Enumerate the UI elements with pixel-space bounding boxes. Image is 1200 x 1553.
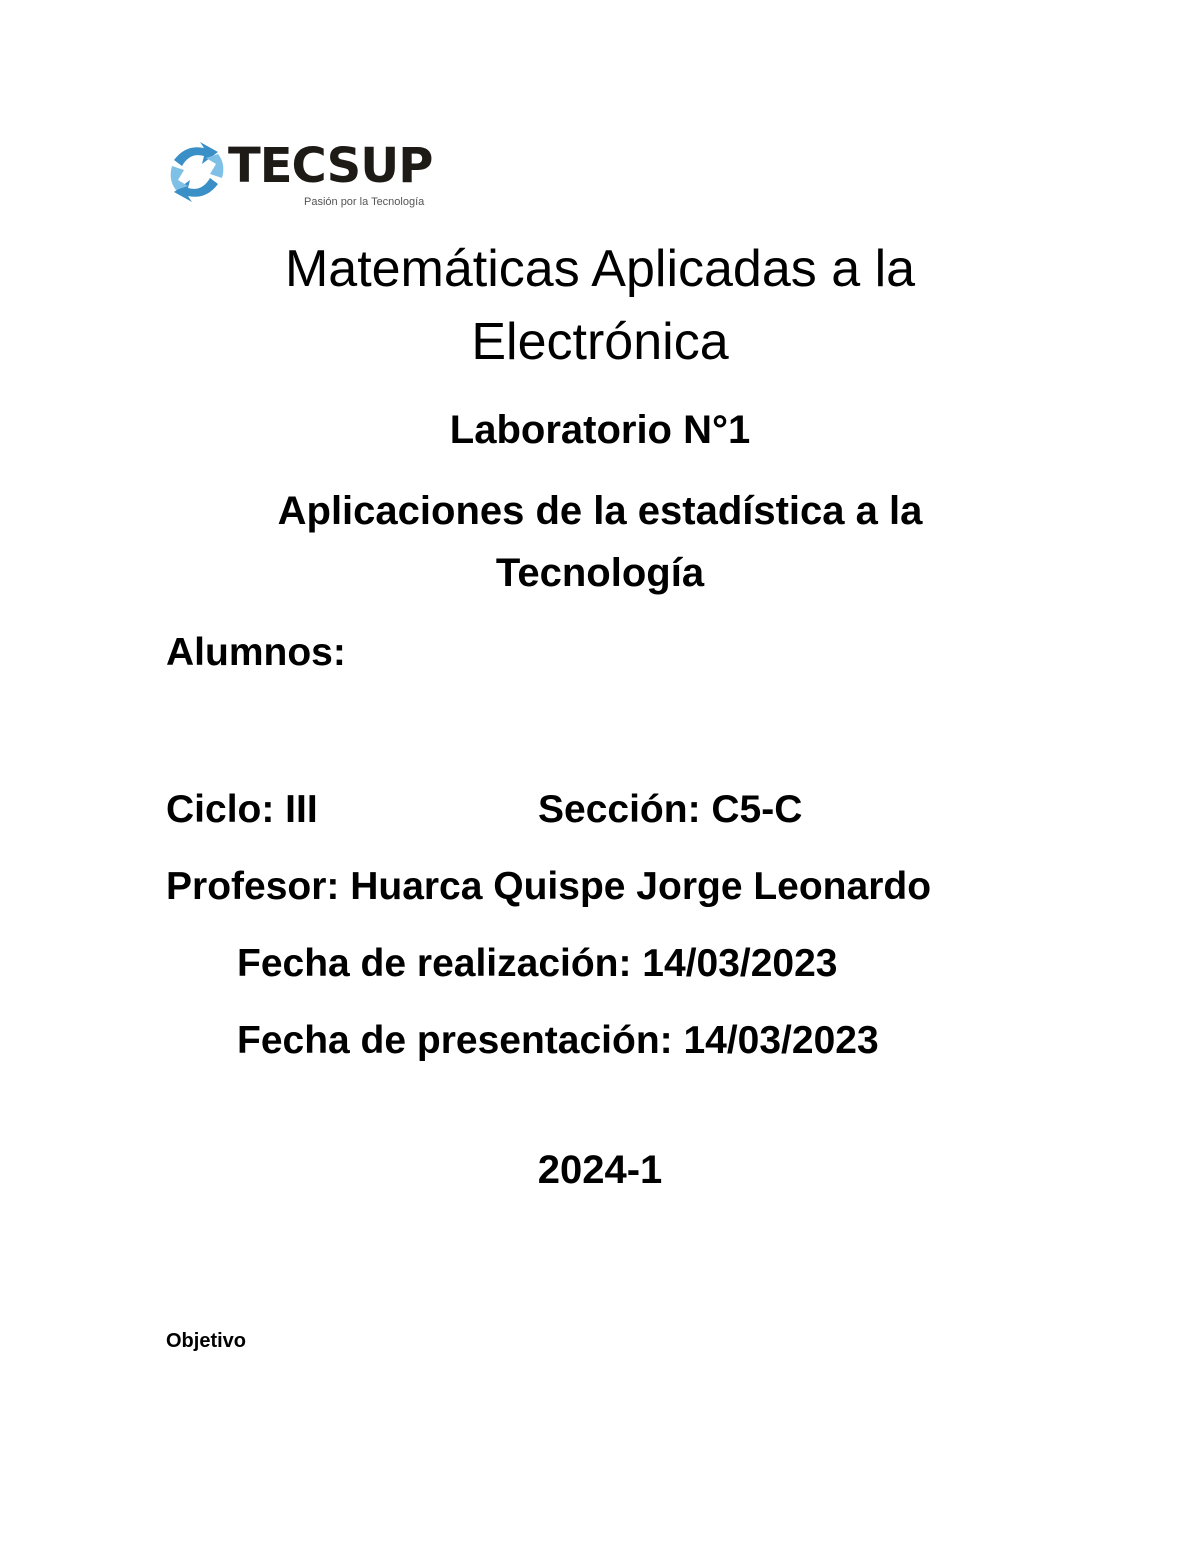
subject-line1: Aplicaciones de la estadística a la bbox=[277, 489, 923, 533]
course-title-line2: Electrónica bbox=[471, 313, 729, 371]
tecsup-arrows-icon bbox=[166, 140, 228, 204]
cycle-field: Ciclo: III bbox=[166, 788, 318, 831]
objective-label: Objetivo bbox=[166, 1330, 247, 1352]
section-field: Sección: C5-C bbox=[538, 788, 803, 831]
professor-field: Profesor: Huarca Quispe Jorge Leonardo bbox=[166, 865, 932, 908]
subject-line2: Tecnología bbox=[495, 551, 705, 595]
students-label: Alumnos: bbox=[166, 631, 346, 674]
date-done-field: Fecha de realización: 14/03/2023 bbox=[237, 942, 838, 985]
logo-tagline: Pasión por la Tecnología bbox=[304, 196, 425, 208]
logo-wordmark: TECSUP bbox=[228, 138, 433, 194]
course-title-line1: Matemáticas Aplicadas a la bbox=[284, 240, 916, 298]
lab-title: Laboratorio N°1 bbox=[449, 408, 751, 452]
date-presented-field: Fecha de presentación: 14/03/2023 bbox=[237, 1019, 879, 1062]
tecsup-logo bbox=[166, 138, 433, 212]
term-year: 2024-1 bbox=[537, 1148, 663, 1192]
